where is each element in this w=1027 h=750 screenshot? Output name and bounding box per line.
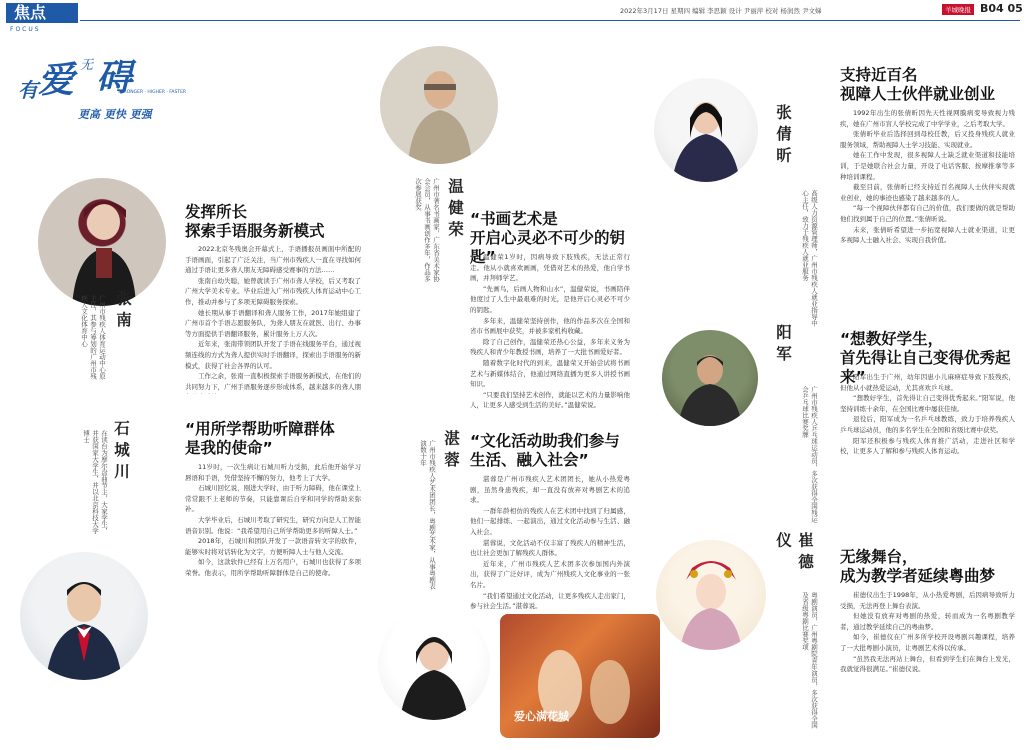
paragraph: 崔德仪出生于1998年，从小热爱粤剧，后因病导致听力受损，无法再登上舞台表演。 <box>840 591 1015 610</box>
article-yangjun <box>840 372 1015 540</box>
performance-caption: 爱心满花城 <box>514 710 569 723</box>
logo-char-ai: 爱 <box>38 60 75 101</box>
paragraph: 她在工作中发现，很多视障人士缺乏就业渠道和技能培训，于是她联合社会力量，开设了电话客服、按摩推拿等多种培训课程。 <box>840 151 1015 181</box>
paragraph: 张倩昕毕业后选择回到母校任教，后又投身残疾人就业服务领域，帮助视障人士学习技能、实现就业。 <box>840 130 1015 149</box>
paragraph: 大学毕业后，石城川考取了研究生，研究方向是人工智能语音识别。他说：“我希望用自己所学帮助更多的听障人士。” <box>185 515 361 535</box>
name-shichengchuan: 石城川 <box>112 420 130 485</box>
section-label-box <box>6 3 78 23</box>
paragraph: 如今，这款软件已经有上万名用户，石城川也获得了多项荣誉。他表示，用所学帮助听障群体是自己的使命。 <box>185 558 361 577</box>
headline-yangjun-line2: 首先得让自己变得优秀起来” <box>840 349 1011 386</box>
headline-zhangnan-line1: 发挥所长 <box>185 203 248 221</box>
bio-zhangqianxin: 高级人力资源管理师，广州市残疾人就业指导中心主任，致力于残疾人就业服务 <box>801 190 818 327</box>
bio-zhangnan: 广州市残疾人体育运动中心原主任，其参与筹划的广州市残疾人文化体育中心 <box>80 295 106 380</box>
photo-zhanrong <box>378 608 490 720</box>
headline-cuideyi-line1: 无缘舞台， <box>840 548 918 566</box>
paragraph: 阳军还积极参与残疾人体育推广活动，走进社区和学校，让更多人了解和参与残疾人体育运动。 <box>840 436 1015 456</box>
paragraph: 她长期从事手语翻译和聋人服务工作，2017年她组建了广州市首个手语志愿服务队，为聋人朋友在就医、出行、办事等方面提供手语翻译服务，累计服务上万人次。 <box>185 308 361 338</box>
photo-wenjianrong <box>380 46 498 164</box>
name-yangjun: 阳军 <box>774 324 792 367</box>
paragraph: 2018年，石城川和团队开发了一款语音转文字的软件，能够实时将对话转化为文字，方便听障人士与他人交流。 <box>185 537 361 556</box>
headline-shichengchuan-line1: “用所学帮助听障群体 <box>185 420 335 438</box>
paragraph: 2022北京冬残奥会开幕式上，手语播报员画面中所配的手语画面，引起了广泛关注，当广州市残疾人一直在寻找如何通过手语让更多聋人朋友无障碍感受赛事的方法…… <box>185 245 361 275</box>
paragraph: 湛蓉是广州市残疾人艺术团团长，她从小热爱粤剧，虽然身患残疾，却一直没有放弃对粤剧艺术的追求。 <box>470 475 630 505</box>
page-number: B04 05 <box>980 2 1023 15</box>
paragraph: 11岁时，一次生病让石城川听力受损，此后他开始学习唇语和手语，凭借坚持不懈的努力，他考上了大学。 <box>185 463 361 482</box>
opera-performer-icon <box>656 540 766 650</box>
name-zhangnan: 张南 <box>114 290 132 333</box>
name-cuideyi: 崔德仪 <box>774 532 814 575</box>
header-rule <box>80 20 1020 21</box>
headline-cuideyi-line2: 成为教学者延续粤曲梦 <box>840 567 996 585</box>
header-bar <box>0 0 1027 33</box>
photo-yangjun <box>662 330 758 426</box>
portrait-figure-icon <box>378 608 490 720</box>
bio-wenjianrong: 广州市著名书画家，广东省美术家协会会员，从事书画创作多年，作品多次参展获奖 <box>414 178 440 282</box>
portrait-figure-icon <box>662 330 758 426</box>
paragraph: “每一个视障伙伴都有自己的价值，我们要做的就是帮助他们找到属于自己的位置。”张倩昕说。 <box>840 204 1015 223</box>
name-zhangqianxin: 张倩昕 <box>774 104 792 169</box>
headline-yangjun-line1: “想教好学生， <box>840 330 944 348</box>
portrait-figure-icon <box>654 78 758 182</box>
dateline: 2022年3月17日 星期四 编辑 李思颖 设计 尹丽萍 校对 杨润然 尹文娣 <box>620 7 822 15</box>
paragraph: “只要我们坚持艺术创作，就能以艺术的力量影响他人，让更多人感受到生活的美好。”温健荣说。 <box>470 390 630 410</box>
paragraph: 1992年出生的张倩昕因先天性视网膜病变导致视力残疾，她在广州市盲人学校完成了中学学业，之后考取大学。 <box>840 109 1015 128</box>
paragraph: 退役后，阳军成为一名乒乓球教练，致力于培养残疾人乒乓球运动员，他的多名学生在全国和省级比赛中获奖。 <box>840 415 1015 434</box>
portrait-figure-icon <box>20 552 148 680</box>
paragraph: “想教好学生，首先得让自己变得优秀起来。”阳军说，他坚持训练十余年，在全国比赛中屡获佳绩。 <box>840 394 1015 413</box>
headline-wenjianrong-line2: 开启心灵必不可少的钥匙” <box>470 229 626 266</box>
photo-cuideyi <box>656 540 766 650</box>
paragraph: 截至目前，张倩昕已经支持近百名视障人士伙伴实现就业创业，她的事迹也感染了越来越多的人。 <box>840 183 1015 202</box>
headline-shichengchuan <box>185 420 365 458</box>
headline-zhangnan <box>185 203 360 241</box>
paragraph: 一群年龄相仿的残疾人在艺术团中找到了归属感，他们一起排练、一起演出，通过文化活动参与生活、融入社会。 <box>470 506 630 536</box>
paragraph: “我们希望通过文化活动，让更多残疾人走出家门，参与社会生活。”湛蓉说。 <box>470 591 630 611</box>
photo-zhangnan <box>38 178 166 306</box>
photo-zhangqianxin <box>654 78 758 182</box>
paragraph: 湛蓉说，文化活动不仅丰富了残疾人的精神生活，也让社会更加了解残疾人群体。 <box>470 538 630 558</box>
paragraph: 温健荣1岁时，因病导致下肢残疾，无法正常行走。他从小就喜欢画画，凭借对艺术的热爱，他自学书画，并拜师学艺。 <box>470 253 630 283</box>
logo-char-ai2: 碍 <box>96 58 133 99</box>
headline-cuideyi <box>840 548 1015 586</box>
bio-shichengchuan: 在读台为摩尔盘曲节主，大家学生，并获国家大学生，并以北京科技大学博士 <box>82 430 108 534</box>
paragraph: 张南自幼失聪，她曾就读于广州市聋人学校，后又考取了广州大学美术专业。毕业后进入广州市残疾人体育运动中心工作，推动并参与了多项无障碍服务探索。 <box>185 276 361 306</box>
headline-zhangqianxin <box>840 66 1015 104</box>
article-wenjianrong <box>470 252 630 428</box>
headline-zhangqianxin-line1: 支持近百名 <box>840 66 918 84</box>
paragraph: 近年来，张南带领团队开发了手语在线服务平台，通过视频连线的方式为聋人提供实时手语翻译，探索出手语服务的新模式，获得了社会各界的认可。 <box>185 340 361 370</box>
logo-char-wu: 无 <box>80 58 94 73</box>
headline-zhanrong-line1: “文化活动助我们参与 <box>470 432 620 450</box>
portrait-figure-icon <box>380 46 498 164</box>
headline-zhanrong <box>470 432 635 470</box>
article-cuideyi <box>840 590 1015 740</box>
paragraph: 工作之余，张南一直积极探索手语服务新模式，在他们的共同努力下，广州手语服务逐步形成体系，越来越多的聋人朋 <box>185 372 361 391</box>
name-wenjianrong: 温健荣 <box>446 178 464 243</box>
paragraph: 除了自己创作，温健荣还热心公益，多年来义务为残疾人和青少年教授书画，培养了一大批书画爱好者。 <box>470 337 630 357</box>
name-zhanrong: 湛蓉 <box>442 430 460 473</box>
section-label: 焦点 <box>14 3 47 22</box>
logo-slogan-en: STRONGER · HIGHER · FASTER <box>118 90 187 95</box>
headline-wenjianrong-line1: “书画艺术是 <box>470 210 558 228</box>
article-shichengchuan <box>185 462 361 732</box>
paragraph: 未来，张倩昕希望进一步拓宽视障人士就业渠道，让更多视障人士融入社会、实现自我价值。 <box>840 225 1015 245</box>
paragraph: 但她没有放弃对粤剧的热爱，转而成为一名粤剧教学者，通过教学延续自己的粤曲梦。 <box>840 612 1015 631</box>
bio-zhanrong: 广州市残疾人艺术团团长，粤剧艺术家，从事粤剧表演数十年 <box>419 440 436 590</box>
headline-zhanrong-line2: 生活、融入社会” <box>470 451 589 469</box>
performance-photo <box>500 614 660 738</box>
paragraph: 多年来，温健荣坚持创作，他的作品多次在全国和省市书画展中获奖，并被多家机构收藏。 <box>470 316 630 336</box>
bio-cuideyi: 粤剧演员，广州粤剧院青年演员，多次获得全国及省级粤剧比赛奖项 <box>801 592 818 729</box>
logo-char-you: 有 <box>18 78 38 102</box>
paragraph: 随着数字化时代的到来，温健荣又开始尝试将书画艺术与新媒体结合，他通过网络直播为更多人讲授书画知识。 <box>470 358 630 389</box>
paper-tag: 羊城晚报 <box>942 4 974 15</box>
section-label-en: FOCUS <box>10 26 41 33</box>
article-zhangnan <box>185 244 361 394</box>
paragraph: “先画鸟，后画人物和山水”，温健荣说，书画陪伴他度过了人生中最艰难的时光，是他开启心灵必不可少的钥匙。 <box>470 284 630 314</box>
paragraph: “虽然我无法再站上舞台，但看到学生们在舞台上发光，我就觉得很满足。”崔德仪说。 <box>840 654 1015 674</box>
bio-yangjun: 广州市残疾人乒乓球运动员，多次获得全国残运会乒乓球比赛奖牌 <box>801 386 818 523</box>
theme-logo <box>18 50 187 121</box>
paragraph: 如今，崔德仪在广州多所学校开设粤剧兴趣课程，培养了一大批粤剧小演员，让粤剧艺术得以传承。 <box>840 633 1015 652</box>
portrait-figure-icon <box>38 178 166 306</box>
headline-zhangnan-line2: 探索手语服务新模式 <box>185 222 325 240</box>
headline-zhangqianxin-line2: 视障人士伙伴就业创业 <box>840 85 996 103</box>
logo-slogan: 更高 更快 更强 <box>78 108 152 121</box>
paragraph: 石城川回忆说，刚进大学时，由于听力障碍，他在课堂上常常跟不上老师的节奏，只能靠课后自学和同学的帮助来弥补。 <box>185 484 361 514</box>
article-zhangqianxin <box>840 108 1015 320</box>
headline-shichengchuan-line2: 是我的使命” <box>185 439 273 457</box>
photo-shichengchuan <box>20 552 148 680</box>
paragraph: 近年来，广州市残疾人艺术团多次参加国内外演出，获得了广泛好评，成为广州残疾人文化事业的一张名片。 <box>470 559 630 589</box>
paragraph: 阳军出生于广州，幼年因患小儿麻痹症导致下肢残疾，但他从小就热爱运动，尤其喜欢乒乓球。 <box>840 373 1015 392</box>
